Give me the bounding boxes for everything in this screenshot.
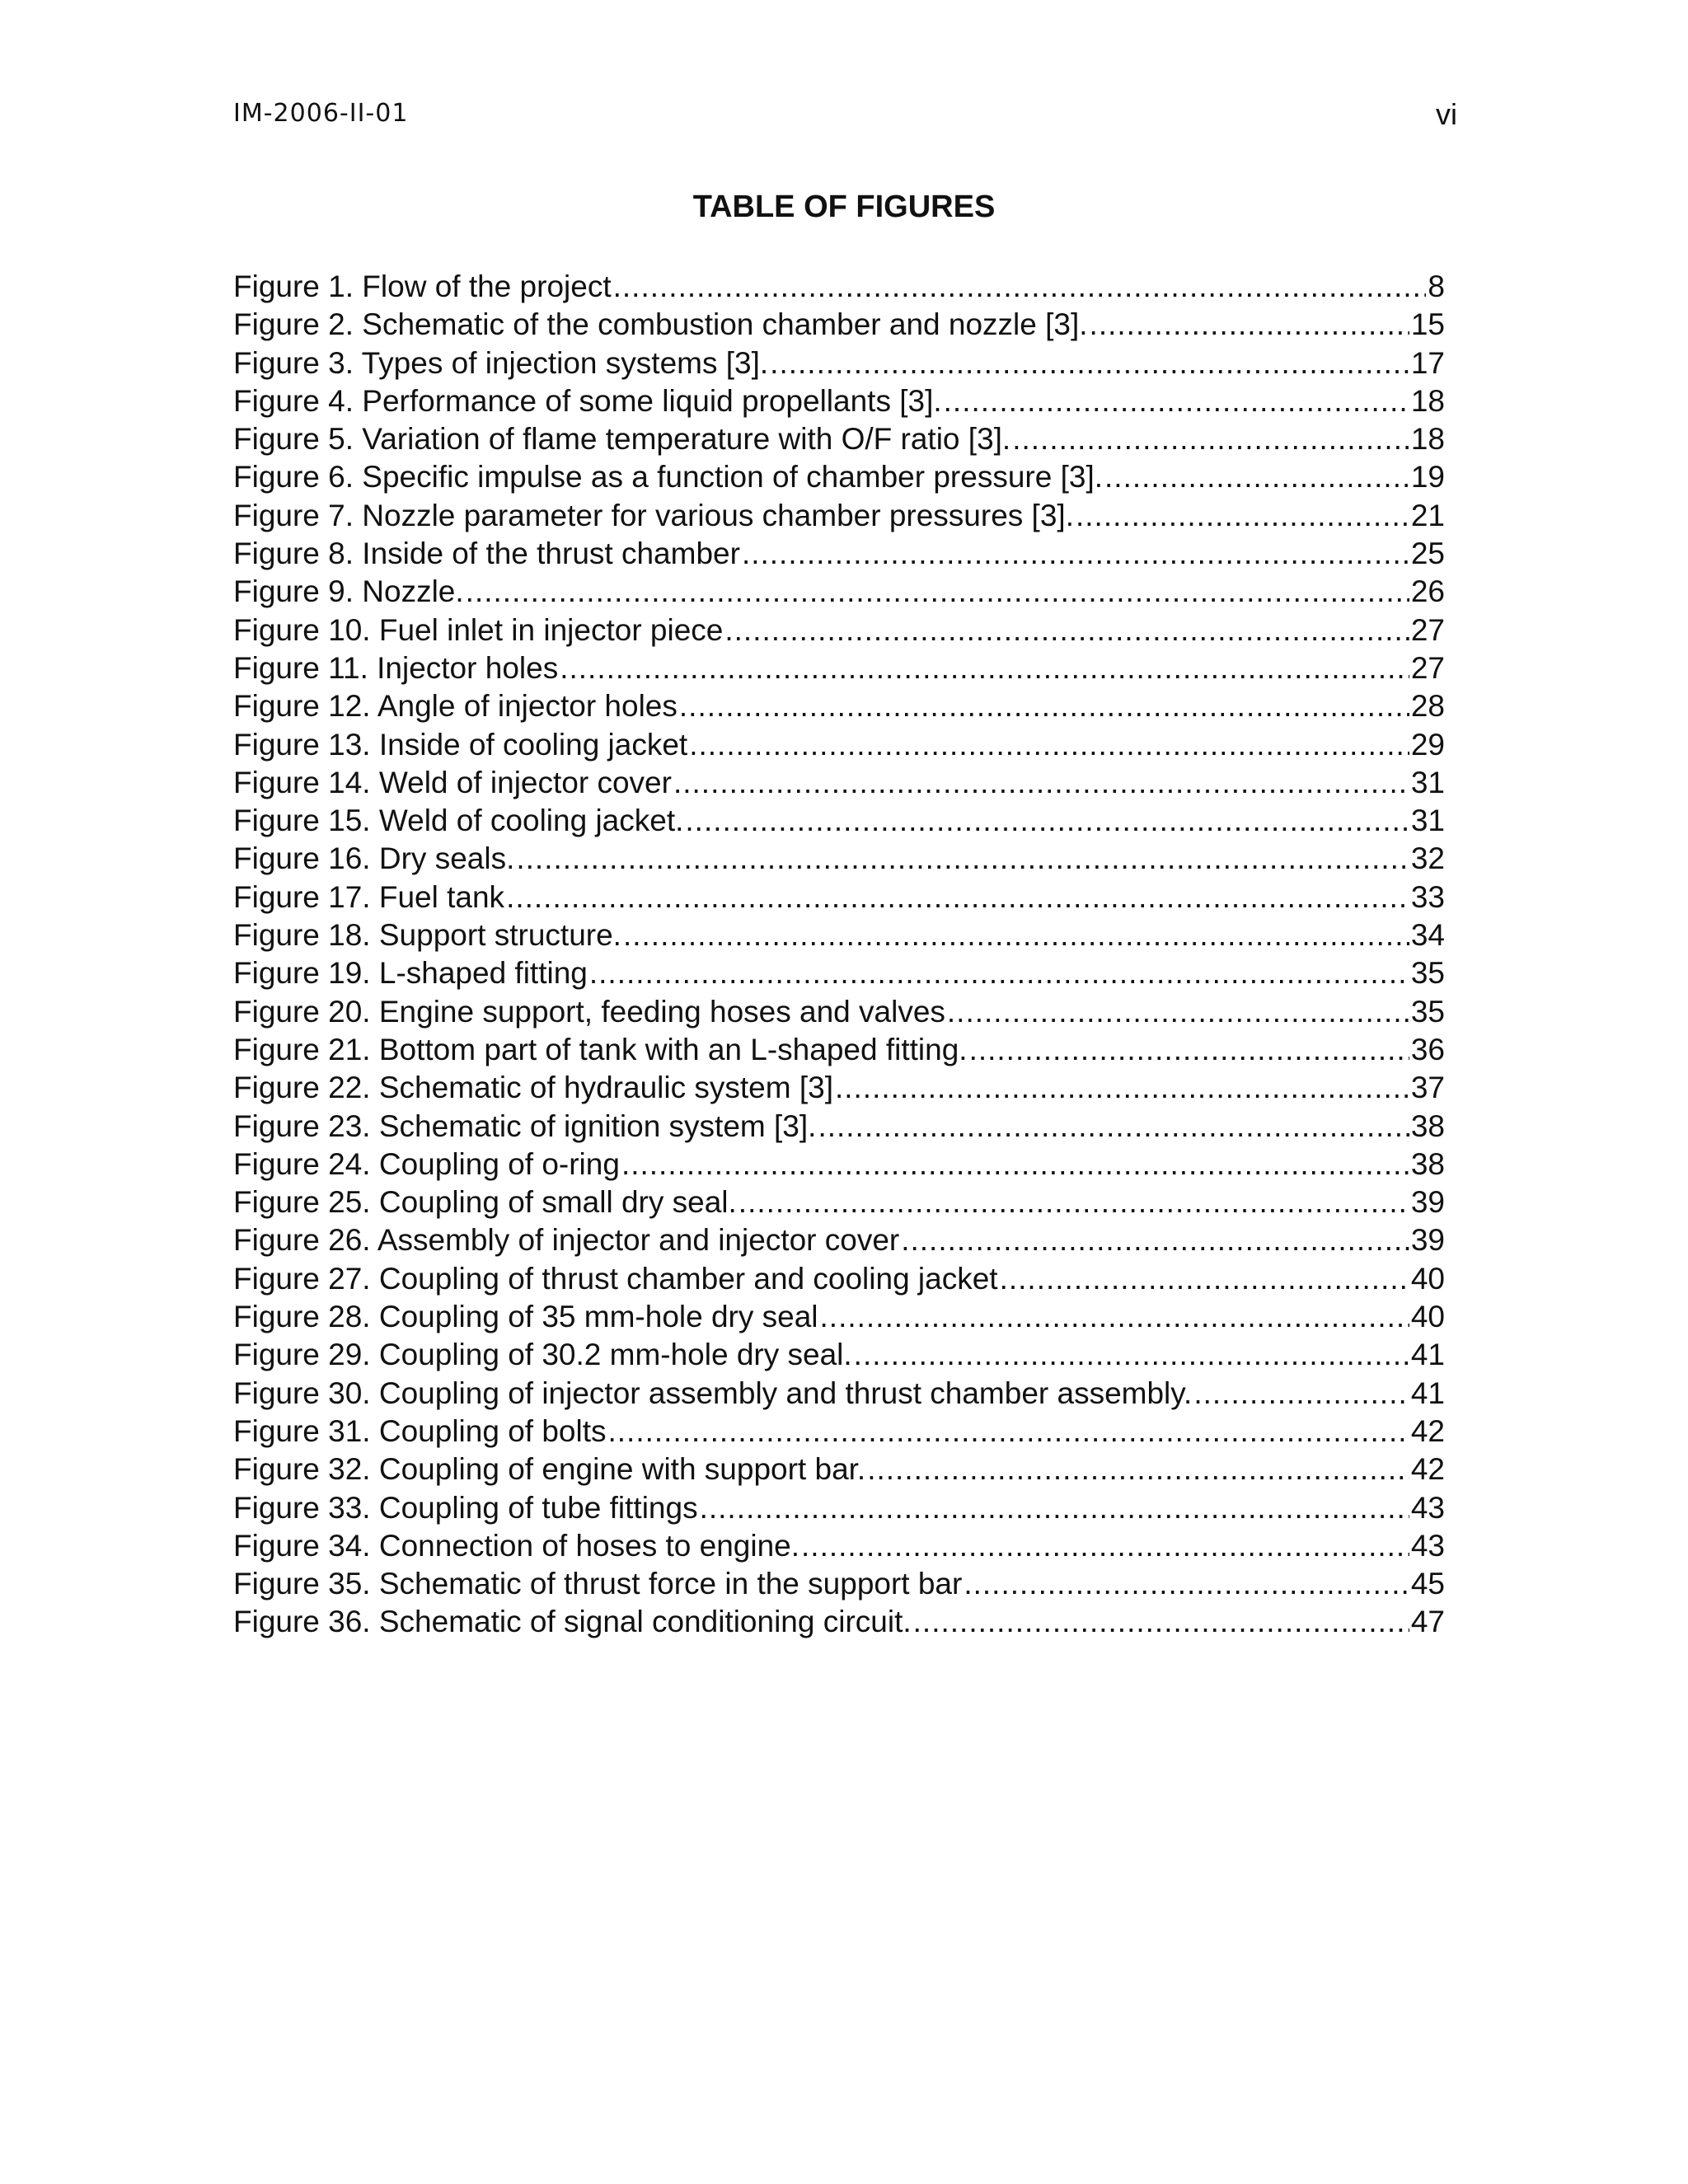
- toc-entry: [233, 1260, 1445, 1298]
- toc-dot-leader: [770, 344, 1409, 382]
- toc-entry-label: Figure 20. Engine support, feeding hoses and valves: [233, 994, 945, 1029]
- toc-entry: [233, 306, 1445, 344]
- toc-entry: [233, 726, 1445, 764]
- toc-entry: [233, 1527, 1445, 1565]
- toc-entry-page: 29: [1410, 727, 1445, 762]
- toc-dot-leader: [820, 1298, 1409, 1336]
- toc-entry-label: Figure 31. Coupling of bolts: [233, 1413, 607, 1448]
- toc-dot-leader: [621, 1146, 1409, 1183]
- toc-entry: [233, 840, 1445, 878]
- toc-entry-page: 25: [1410, 537, 1445, 571]
- toc-title: TABLE OF FIGURES: [692, 190, 996, 224]
- toc-dot-leader: [969, 1031, 1409, 1069]
- toc-entry-page: 43: [1410, 1528, 1445, 1563]
- toc-entry: [233, 1451, 1445, 1488]
- toc-entry: [233, 649, 1445, 687]
- toc-dot-leader: [1000, 1260, 1409, 1298]
- toc-entry: [233, 1146, 1445, 1183]
- toc-dot-leader: [801, 1527, 1409, 1565]
- toc-entry-page: 41: [1410, 1376, 1445, 1410]
- toc-entry-page: 37: [1410, 1071, 1445, 1105]
- toc-entry-label: Figure 2. Schematic of the combustion chamber and nozzle [3].: [233, 307, 1088, 342]
- toc-entry-label: Figure 1. Flow of the project: [233, 269, 612, 303]
- toc-entry-label: Figure 34. Connection of hoses to engine.: [233, 1528, 800, 1563]
- toc-entry: [233, 612, 1445, 649]
- toc-entry-label: Figure 3. Types of injection systems [3].: [233, 345, 769, 380]
- toc-entry: [233, 764, 1445, 802]
- toc-dot-leader: [724, 612, 1409, 649]
- toc-entry-page: 47: [1410, 1605, 1445, 1639]
- toc-dot-leader: [673, 764, 1409, 802]
- toc-entry: [233, 1489, 1445, 1527]
- toc-entry-page: 26: [1410, 574, 1445, 609]
- page-number: vi: [1436, 97, 1457, 131]
- toc-entry-label: Figure 27. Coupling of thrust chamber and cooling jacket: [233, 1261, 998, 1296]
- toc-dot-leader: [689, 726, 1409, 764]
- toc-entry-label: Figure 14. Weld of injector cover: [233, 765, 672, 799]
- toc-dot-leader: [685, 802, 1409, 840]
- toc-entry-page: 18: [1410, 422, 1445, 457]
- toc-entry-page: 28: [1410, 689, 1445, 724]
- toc-entry-page: 39: [1410, 1185, 1445, 1220]
- toc-entry-page: 42: [1410, 1452, 1445, 1487]
- toc-entry-page: 33: [1410, 879, 1445, 914]
- toc-dot-leader: [1012, 420, 1409, 458]
- toc-entry: [233, 1221, 1445, 1259]
- toc-dot-leader: [854, 1336, 1409, 1374]
- toc-entry-page: 32: [1410, 841, 1445, 876]
- toc-entry-label: Figure 5. Variation of flame temperature with O/F ratio [3].: [233, 422, 1011, 457]
- toc-entry-label: Figure 16. Dry seals.: [233, 841, 515, 876]
- toc-entry: [233, 1069, 1445, 1107]
- toc-entry-label: Figure 10. Fuel inlet in injector piece: [233, 612, 724, 647]
- toc-entry-label: Figure 11. Injector holes: [233, 650, 559, 685]
- toc-entry: [233, 268, 1445, 306]
- toc-entry-label: Figure 32. Coupling of engine with support bar.: [233, 1452, 866, 1487]
- toc-entry-label: Figure 21. Bottom part of tank with an L-shaped fitting.: [233, 1032, 968, 1066]
- toc-entry: [233, 497, 1445, 535]
- toc-entry-page: 15: [1410, 307, 1445, 342]
- toc-dot-leader: [913, 1603, 1409, 1641]
- toc-entry-label: Figure 4. Performance of some liquid propellants [3].: [233, 383, 942, 418]
- toc-dot-leader: [867, 1451, 1409, 1488]
- toc-dot-leader: [738, 1183, 1409, 1221]
- toc-dot-leader: [947, 993, 1409, 1031]
- toc-dot-leader: [1090, 306, 1409, 344]
- toc-entry: [233, 1565, 1445, 1603]
- toc-entry: [233, 382, 1445, 420]
- toc-entry-page: 45: [1410, 1567, 1445, 1601]
- toc-dot-leader: [623, 916, 1409, 954]
- toc-entry: [233, 1031, 1445, 1069]
- toc-dot-leader: [1193, 1375, 1409, 1413]
- toc-entry: [233, 879, 1445, 916]
- toc-entry-page: 36: [1410, 1032, 1445, 1066]
- toc-entry-label: Figure 18. Support structure.: [233, 918, 621, 953]
- toc-entry-page: 42: [1410, 1413, 1445, 1448]
- toc-entry: [233, 1375, 1445, 1413]
- toc-entry: [233, 1108, 1445, 1146]
- toc-entry-page: 43: [1410, 1490, 1445, 1525]
- toc-entry-label: Figure 25. Coupling of small dry seal.: [233, 1185, 737, 1220]
- toc-entry-label: Figure 30. Coupling of injector assembly and thrust chamber assembly.: [233, 1376, 1193, 1410]
- toc-entry-label: Figure 33. Coupling of tube fittings: [233, 1490, 698, 1525]
- toc-dot-leader: [466, 573, 1409, 611]
- toc-entry: [233, 993, 1445, 1031]
- toc-dot-leader: [700, 1489, 1409, 1527]
- toc-entry-page: 31: [1410, 804, 1445, 838]
- toc-entry-page: 34: [1410, 918, 1445, 953]
- toc-dot-leader: [679, 687, 1409, 725]
- toc-entry-label: Figure 7. Nozzle parameter for various chamber pressures [3].: [233, 498, 1074, 532]
- toc-entry-page: 18: [1410, 383, 1445, 418]
- toc-entry-label: Figure 28. Coupling of 35 mm-hole dry seal: [233, 1300, 818, 1334]
- toc-dot-leader: [944, 382, 1409, 420]
- toc-entry-label: Figure 29. Coupling of 30.2 mm-hole dry seal.: [233, 1338, 852, 1372]
- toc-entry-label: Figure 22. Schematic of hydraulic system [3]: [233, 1071, 833, 1105]
- toc-dot-leader: [560, 649, 1409, 687]
- toc-entry-label: Figure 12. Angle of injector holes: [233, 689, 678, 724]
- toc-entry-page: 19: [1410, 460, 1445, 494]
- toc-entry: [233, 1413, 1445, 1451]
- toc-entry-label: Figure 23. Schematic of ignition system [3].: [233, 1108, 817, 1143]
- toc-entry-label: Figure 6. Specific impulse as a function of chamber pressure [3].: [233, 460, 1104, 494]
- document-id: IM-2006-II-01: [233, 99, 409, 128]
- toc-entry: [233, 573, 1445, 611]
- toc-dot-leader: [835, 1069, 1409, 1107]
- toc-entry-page: 27: [1410, 650, 1445, 685]
- toc-entry-page: 17: [1410, 345, 1445, 380]
- toc-entry-label: Figure 35. Schematic of thrust force in the support bar: [233, 1567, 963, 1601]
- toc-dot-leader: [613, 268, 1427, 306]
- toc-entry: [233, 1603, 1445, 1641]
- toc-entry-label: Figure 8. Inside of the thrust chamber: [233, 537, 740, 571]
- toc-entry-page: 39: [1410, 1223, 1445, 1258]
- toc-entry-page: 40: [1410, 1300, 1445, 1334]
- toc-entry-page: 21: [1410, 498, 1445, 532]
- toc-dot-leader: [506, 879, 1409, 916]
- toc-entry: [233, 458, 1445, 496]
- toc-entry: [233, 344, 1445, 382]
- toc-dot-leader: [742, 535, 1409, 573]
- toc-dot-leader: [818, 1108, 1409, 1146]
- toc-entry-label: Figure 17. Fuel tank: [233, 879, 505, 914]
- toc-entry-label: Figure 36. Schematic of signal conditioning circuit.: [233, 1605, 912, 1639]
- toc-entry: [233, 1336, 1445, 1374]
- toc-dot-leader: [589, 954, 1409, 992]
- toc-list: [233, 268, 1445, 1642]
- toc-dot-leader: [516, 840, 1409, 878]
- toc-entry-label: Figure 15. Weld of cooling jacket.: [233, 804, 684, 838]
- toc-dot-leader: [608, 1413, 1409, 1451]
- toc-entry-page: 35: [1410, 994, 1445, 1029]
- toc-entry-label: Figure 19. L-shaped fitting: [233, 956, 588, 991]
- toc-entry-label: Figure 9. Nozzle.: [233, 574, 464, 609]
- toc-entry-page: 41: [1410, 1338, 1445, 1372]
- toc-entry-page: 40: [1410, 1261, 1445, 1296]
- toc-entry: [233, 1183, 1445, 1221]
- toc-entry: [233, 916, 1445, 954]
- toc-entry-page: 38: [1410, 1146, 1445, 1181]
- toc-entry-label: Figure 26. Assembly of injector and injector cover: [233, 1223, 900, 1258]
- toc-entry: [233, 420, 1445, 458]
- toc-dot-leader: [901, 1221, 1409, 1259]
- toc-entry-page: 38: [1410, 1108, 1445, 1143]
- toc-entry: [233, 802, 1445, 840]
- toc-dot-leader: [1104, 458, 1409, 496]
- toc-entry-page: 35: [1410, 956, 1445, 991]
- toc-entry-label: Figure 13. Inside of cooling jacket: [233, 727, 688, 762]
- toc-dot-leader: [964, 1565, 1409, 1603]
- toc-entry: [233, 954, 1445, 992]
- toc-entry: [233, 535, 1445, 573]
- toc-entry: [233, 687, 1445, 725]
- toc-dot-leader: [1076, 497, 1409, 535]
- toc-entry-page: 8: [1428, 269, 1445, 303]
- toc-entry: [233, 1298, 1445, 1336]
- toc-entry-page: 31: [1410, 765, 1445, 799]
- toc-entry-label: Figure 24. Coupling of o-ring: [233, 1146, 620, 1181]
- toc-entry-page: 27: [1410, 612, 1445, 647]
